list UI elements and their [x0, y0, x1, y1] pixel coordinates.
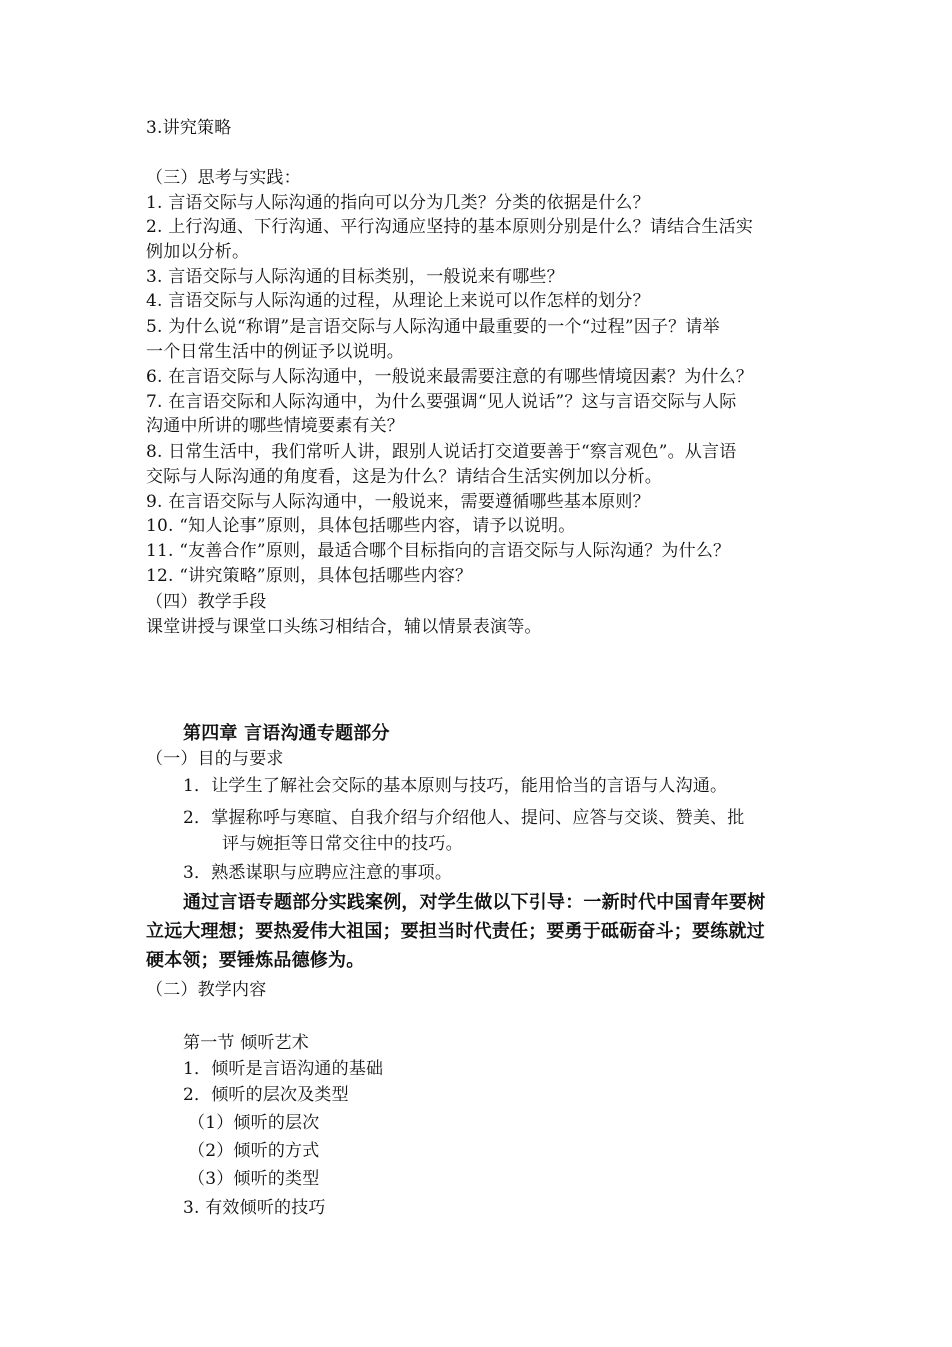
section-item: 1．倾听是言语沟通的基础 — [183, 1059, 384, 1079]
question-line: 12. “讲究策略”原则，具体包括哪些内容？ — [146, 566, 473, 586]
chapter-title: 第四章 言语沟通专题部分 — [183, 723, 390, 744]
question-line: 9. 在言语交际与人际沟通中，一般说来，需要遵循哪些基本原则？ — [146, 492, 650, 512]
question-line: 4. 言语交际与人际沟通的过程，从理论上来说可以作怎样的划分？ — [146, 291, 650, 311]
practice-heading: （三）思考与实践： — [146, 168, 301, 188]
emphasis-line: 立远大理想；要热爱伟大祖国；要担当时代责任；要勇于砥砺奋斗；要练就过 — [146, 921, 765, 942]
goal-item: 2．掌握称呼与寒暄、自我介绍与介绍他人、提问、应答与交谈、赞美、批 — [183, 808, 745, 828]
section-subitem: （3）倾听的类型 — [188, 1169, 320, 1189]
question-line: 2. 上行沟通、下行沟通、平行沟通应坚持的基本原则分别是什么？请结合生活实 — [146, 217, 754, 237]
emphasis-line: 硬本领；要锤炼品德修为。 — [146, 950, 365, 971]
question-line: 8. 日常生活中，我们常听人讲，跟别人说话打交道要善于“察言观色”。从言语 — [146, 442, 737, 462]
section-subitem: （2）倾听的方式 — [188, 1141, 320, 1161]
goals-heading: （一）目的与要求 — [146, 749, 284, 769]
teaching-method-text: 课堂讲授与课堂口头练习相结合，辅以情景表演等。 — [146, 617, 542, 637]
section-item: 2．倾听的层次及类型 — [183, 1085, 349, 1105]
question-line: 交际与人际沟通的角度看，这是为什么？请结合生活实例加以分析。 — [146, 467, 662, 487]
goal-item-continued: 评与婉拒等日常交往中的技巧。 — [222, 834, 463, 854]
question-line: 6. 在言语交际与人际沟通中，一般说来最需要注意的有哪些情境因素？为什么？ — [146, 367, 754, 387]
section-title: 第一节 倾听艺术 — [183, 1033, 310, 1053]
section-item: 3. 有效倾听的技巧 — [183, 1198, 326, 1218]
question-line: 10. “知人论事”原则，具体包括哪些内容，请予以说明。 — [146, 516, 576, 536]
goal-item: 1．让学生了解社会交际的基本原则与技巧，能用恰当的言语与人沟通。 — [183, 776, 728, 796]
goal-item: 3．熟悉谋职与应聘应注意的事项。 — [183, 863, 453, 883]
question-line: 3. 言语交际与人际沟通的目标类别，一般说来有哪些？ — [146, 267, 564, 287]
teaching-method-heading: （四）教学手段 — [146, 592, 267, 612]
question-line: 一个日常生活中的例证予以说明。 — [146, 342, 404, 362]
question-line: 11. “友善合作”原则，最适合哪个目标指向的言语交际与人际沟通？为什么？ — [146, 541, 731, 561]
question-line: 例加以分析。 — [146, 242, 250, 262]
question-line: 沟通中所讲的哪些情境要素有关？ — [146, 416, 404, 436]
content-heading: （二）教学内容 — [146, 980, 267, 1000]
section-subitem: （1）倾听的层次 — [188, 1113, 320, 1133]
emphasis-line: 通过言语专题部分实践案例，对学生做以下引导：一新时代中国青年要树 — [183, 892, 766, 913]
question-line: 1. 言语交际与人际沟通的指向可以分为几类？分类的依据是什么？ — [146, 193, 650, 213]
question-line: 5. 为什么说“称谓”是言语交际与人际沟通中最重要的一个“过程”因子？请举 — [146, 317, 720, 337]
question-line: 7. 在言语交际和人际沟通中，为什么要强调“见人说话”？这与言语交际与人际 — [146, 392, 737, 412]
item-strategy: 3.讲究策略 — [146, 118, 232, 138]
